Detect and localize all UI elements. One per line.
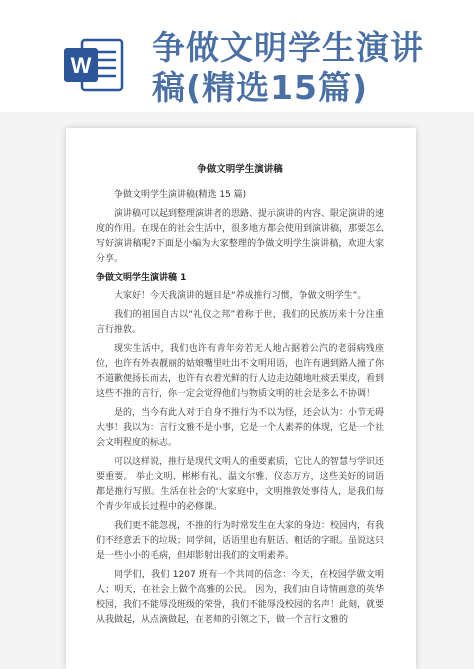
document-page bbox=[66, 128, 416, 669]
section-heading: 争做文明学生演讲稿 1 bbox=[96, 273, 187, 283]
banner-title-line1: 争做文明学生演讲 bbox=[152, 28, 424, 67]
body-paragraph: 可以这样说，推行是现代文明人的重要素质，它比人的智慧与学识还要重要。 举止文明、彬彬有礼、温文尔雅、仪态万方，这些美好的词语都是推行写照。生活在社会的'大家庭中，文明推敦处事待人，是我们每个青少年成长过程中的必修课。 bbox=[96, 457, 385, 512]
body-paragraph: 同学们，我们 1207 班有一个共同的信念：今天，在校园学做文明人；明天，在社会上做个高雅的公民。 因为，我们由自诗情画意的英华校园，我们不能辱没班级的荣誉，我们不能辱没校园的名声！此刻，就要从我做起，从点滴做起，在老师的引领之下，做一个言行文雅的 bbox=[96, 570, 385, 625]
banner-title bbox=[152, 28, 462, 108]
document-title: 争做文明学生演讲稿 bbox=[197, 164, 283, 175]
body-paragraph: 我们的祖国自古以“礼仪之邦”着称于世，我们的民族历来十分注重言行推敦。 bbox=[96, 310, 384, 335]
body-paragraph: 我们更不能忽视，不推的行为时常发生在大家的身边：校园内，有我们不经意丢下的垃圾；同学间，话语里也有脏话、粗话的字眼。虽说这只是一些小小的毛病，但却影射出我们的文明素养。 bbox=[96, 521, 385, 561]
word-doc-icon bbox=[62, 36, 124, 94]
banner bbox=[0, 0, 474, 112]
document-subtitle: 争做文明学生演讲稿(精选 15 篇) bbox=[114, 190, 247, 200]
word-icon-letter: W bbox=[70, 53, 92, 78]
body-paragraph: 大家好！今天我演讲的题目是“养成推行习惯，争做文明学生”。 bbox=[114, 291, 367, 301]
document-body bbox=[96, 162, 384, 632]
body-paragraph: 是的，当今有此人对于自身不推行为不以为怪，还会认为：小节无碍大事！我以为：言行文雅不是小事，它是一个人素养的体现，它是一个社会文明程度的标志。 bbox=[96, 408, 385, 448]
banner-title-line2: 稿(精选15篇) bbox=[152, 68, 369, 107]
intro-paragraph: 演讲稿可以起到整理演讲者的思路、提示演讲的内容、限定演讲的速度的作用。在现在的社会生活中，很多地方都会使用到演讲稿，那要怎么写好演讲稿呢?下面是小编为大家整理的争做文明学生演讲稿，欢迎大家分享。 bbox=[96, 209, 385, 264]
body-paragraph: 现实生活中，我们也许有青年旁若无人地占据着公汽的老弱病残座位，也许有外表靓丽的姑娘嘴里吐出不文明用语，也许有遇到路人撞了你不道歉便扬长而去，也许有衣着光鲜的行人边走边随地吐痰丢果皮，看到这些不推的言行，你一定会觉得他们与物质文明的社会是多么不协调！ bbox=[96, 344, 385, 399]
